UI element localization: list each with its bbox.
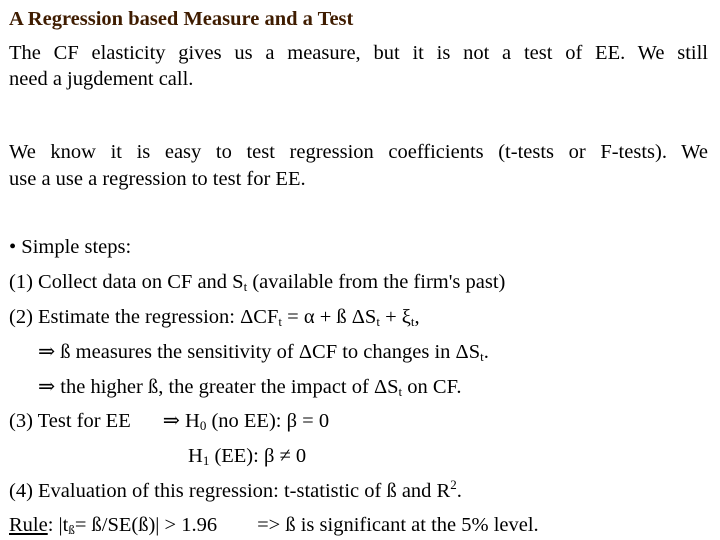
para1-line1: The CF elasticity gives us a measure, but it is not a test of EE. We still xyxy=(9,42,708,64)
hypothesis-h1: $H_1$ (EE): β ≠ 0 xyxy=(188,445,307,468)
step-2: (2) Estimate the regression: $\Delta CF_t = \alpha$ + ß $\Delta S_t + \xi_t$, xyxy=(9,306,420,329)
rule-label: Rule xyxy=(9,514,48,536)
step-4: (4) Evaluation of this regression: t-statistic of ß and $R^2$. xyxy=(9,477,462,502)
implication-2: ⇒ the higher ß, the greater the impact of $\Delta S_t$ on CF. xyxy=(38,376,462,399)
para2-line2: use a use a regression to test for EE. xyxy=(9,168,306,190)
para2-line1: We know it is easy to test regression coefficients (t-tests or F-tests). We xyxy=(9,141,708,163)
step-1: (1) Collect data on CF and $S_t$ (available from the firm's past) xyxy=(9,271,506,294)
implication-1: ⇒ ß measures the sensitivity of ΔCF to changes in $\Delta S_t$. xyxy=(38,341,489,364)
simple-steps-bullet: • Simple steps: xyxy=(9,236,132,258)
para1-line2: need a jugdement call. xyxy=(9,68,194,90)
rule-line: Rule: $|t_ß=$ ß/SE(ß)| > 1.96 => ß is significant at the 5% level. xyxy=(9,514,539,537)
step-3: (3) Test for EE ⇒ $H_0$ (no EE): β = 0 xyxy=(9,410,330,433)
slide-title: A Regression based Measure and a Test xyxy=(9,8,354,30)
